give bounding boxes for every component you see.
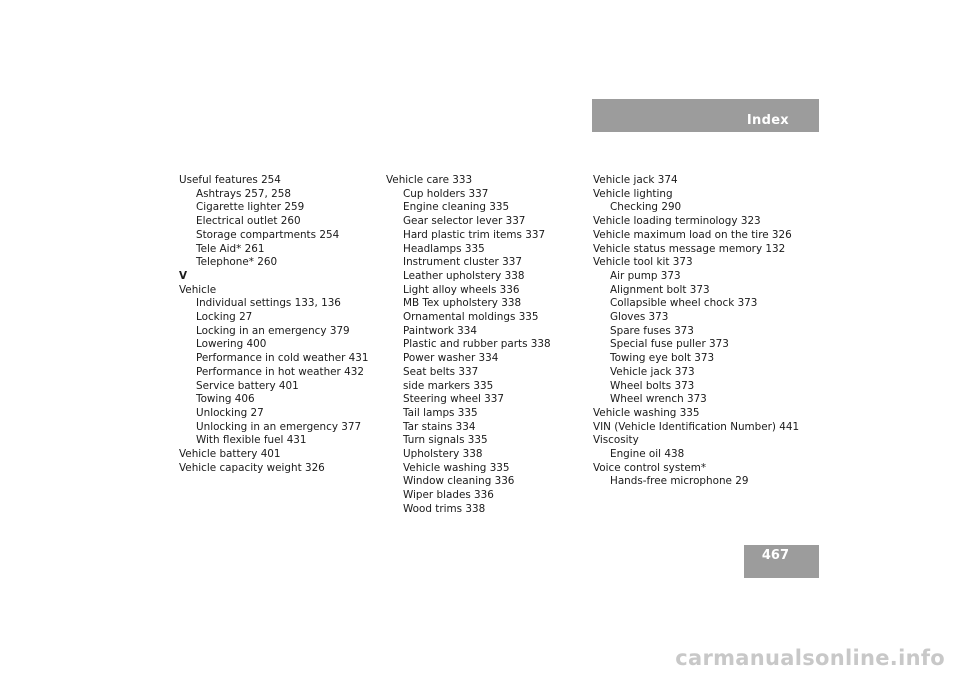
- index-entry: Vehicle status message memory 132: [593, 242, 786, 255]
- index-entry: Vehicle loading terminology 323: [593, 215, 761, 228]
- index-subentry: Engine cleaning 335: [403, 201, 510, 214]
- index-subentry: Towing 406: [196, 393, 255, 406]
- index-subentry: Ornamental moldings 335: [403, 311, 539, 324]
- index-subentry: Towing eye bolt 373: [610, 352, 715, 365]
- index-subentry: Performance in hot weather 432: [196, 365, 364, 378]
- index-entry: Vehicle maximum load on the tire 326: [593, 228, 792, 241]
- page-title: Index: [746, 113, 789, 128]
- index-subentry: Ashtrays 257, 258: [196, 187, 291, 200]
- index-subentry: Individual settings 133, 136: [196, 297, 341, 310]
- index-subentry: Service battery 401: [196, 379, 299, 392]
- index-subentry: Air pump 373: [610, 269, 681, 282]
- index-subentry: side markers 335: [403, 379, 494, 392]
- index-subentry: Tar stains 334: [403, 420, 476, 433]
- index-subentry: Unlocking in an emergency 377: [196, 420, 362, 433]
- index-subentry: Tele Aid* 261: [196, 242, 265, 255]
- index-subentry: Plastic and rubber parts 338: [403, 338, 551, 351]
- index-subentry: Performance in cold weather 431: [196, 352, 369, 365]
- index-subentry: Locking in an emergency 379: [196, 324, 350, 337]
- index-subentry: Paintwork 334: [403, 324, 477, 337]
- index-subentry: Gear selector lever 337: [403, 215, 526, 228]
- index-subentry: With flexible fuel 431: [196, 434, 307, 447]
- index-entry: Vehicle capacity weight 326: [179, 461, 325, 474]
- index-subentry: Telephone* 260: [196, 256, 278, 269]
- index-subentry: Wheel bolts 373: [610, 379, 695, 392]
- index-subentry: Lowering 400: [196, 338, 267, 351]
- page-number: 467: [761, 548, 789, 563]
- index-subentry: Unlocking 27: [196, 406, 264, 419]
- page-number-box: [744, 545, 819, 578]
- index-subentry: Leather upholstery 338: [403, 269, 525, 282]
- index-subentry: Special fuse puller 373: [610, 338, 729, 351]
- index-subentry: Wood trims 338: [403, 502, 486, 515]
- index-entry: Vehicle lighting: [593, 187, 673, 200]
- index-column-2: [386, 174, 591, 517]
- index-subentry: Electrical outlet 260: [196, 215, 301, 228]
- index-subentry: Headlamps 335: [403, 242, 485, 255]
- index-subentry: Engine oil 438: [610, 448, 685, 461]
- index-subentry: Locking 27: [196, 311, 253, 324]
- index-subentry: Hands-free microphone 29: [610, 475, 749, 488]
- index-subentry: Wiper blades 336: [403, 489, 494, 502]
- index-entry: Useful features 254: [179, 174, 281, 186]
- index-entry: Voice control system*: [593, 461, 707, 474]
- index-subentry: Checking 290: [610, 201, 682, 214]
- index-subentry: Collapsible wheel chock 373: [610, 297, 758, 310]
- index-entry: Vehicle care 333: [386, 174, 473, 186]
- index-subentry: Storage compartments 254: [196, 228, 340, 241]
- index-entry: Vehicle washing 335: [593, 406, 700, 419]
- index-subentry: Steering wheel 337: [403, 393, 504, 406]
- index-entry: VIN (Vehicle Identification Number) 441: [593, 420, 800, 433]
- index-column-3: [593, 174, 798, 489]
- index-subentry: Vehicle jack 373: [610, 365, 695, 378]
- index-subentry: Seat belts 337: [403, 365, 479, 378]
- index-entry: Vehicle: [179, 283, 217, 296]
- index-column-1: [179, 174, 384, 475]
- header-bar: [592, 99, 819, 132]
- index-subentry: Upholstery 338: [403, 448, 483, 461]
- index-subentry: Cup holders 337: [403, 187, 489, 200]
- index-subentry: Gloves 373: [610, 311, 669, 324]
- index-subentry: Instrument cluster 337: [403, 256, 522, 269]
- index-entry: Viscosity: [593, 434, 639, 447]
- index-letter-heading: V: [179, 269, 188, 282]
- index-subentry: Vehicle washing 335: [403, 461, 510, 474]
- index-subentry: Wheel wrench 373: [610, 393, 707, 406]
- index-subentry: Alignment bolt 373: [610, 283, 710, 296]
- index-subentry: Turn signals 335: [403, 434, 488, 447]
- index-subentry: Cigarette lighter 259: [196, 201, 305, 214]
- index-entry: Vehicle tool kit 373: [593, 256, 693, 269]
- index-subentry: Spare fuses 373: [610, 324, 694, 337]
- index-entry: Vehicle jack 374: [593, 174, 678, 186]
- index-subentry: MB Tex upholstery 338: [403, 297, 522, 310]
- index-subentry: Power washer 334: [403, 352, 499, 365]
- watermark: carmanualsonline.info: [675, 646, 945, 670]
- index-subentry: Light alloy wheels 336: [403, 283, 520, 296]
- index-subentry: Window cleaning 336: [403, 475, 515, 488]
- index-subentry: Hard plastic trim items 337: [403, 228, 546, 241]
- index-entry: Vehicle battery 401: [179, 448, 281, 461]
- index-subentry: Tail lamps 335: [403, 406, 478, 419]
